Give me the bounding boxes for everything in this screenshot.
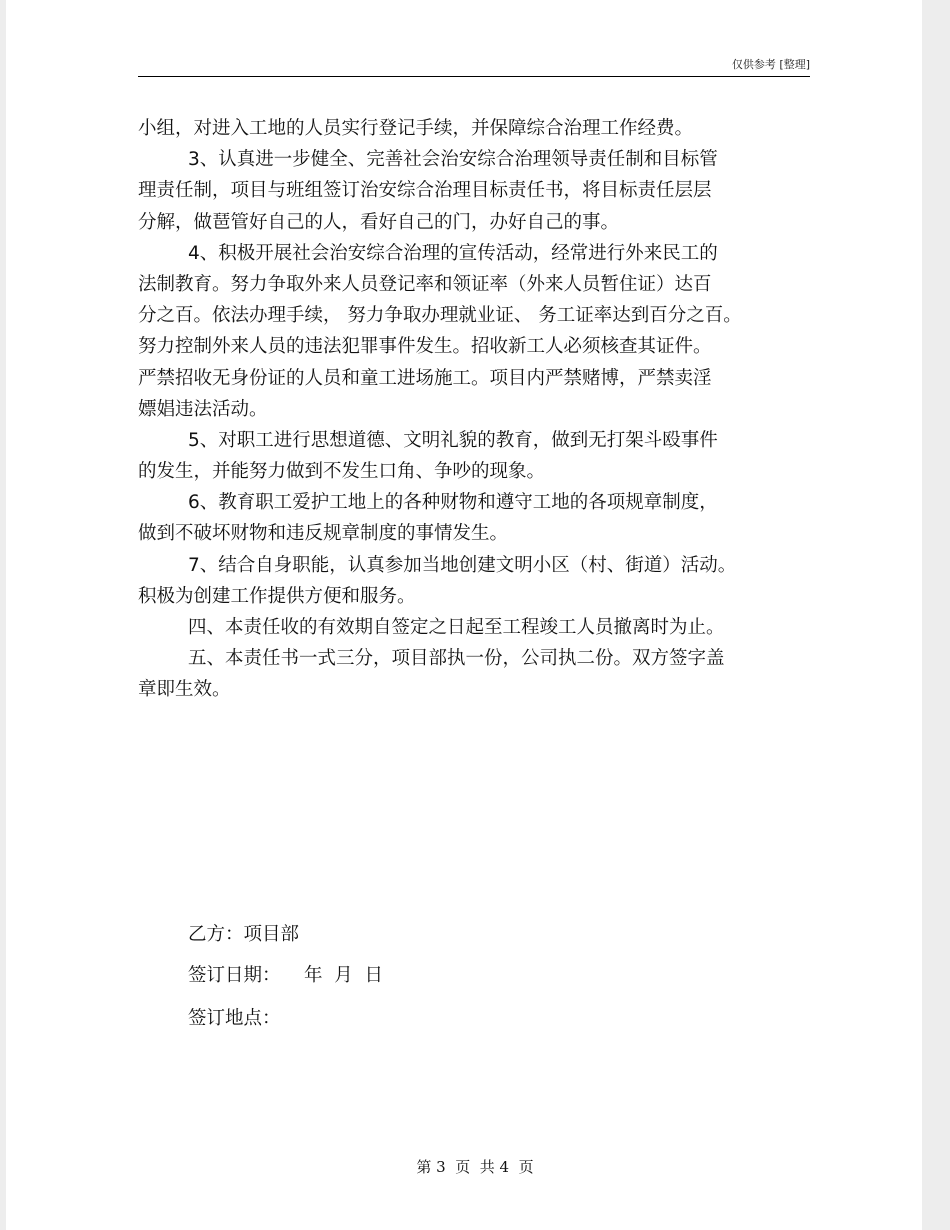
page-margin-right	[922, 0, 950, 1230]
sign-place-label: 签订地点：	[188, 1008, 281, 1029]
body-line: 3、认真进一步健全、完善社会治安综合治理领导责任制和目标管	[188, 149, 718, 171]
body-line: 做到不破坏财物和违反规章制度的事情发生。	[138, 523, 509, 545]
body-line: 五、本责任书一式三分，项目部执一份，公司执二份。双方签字盖	[188, 648, 725, 670]
party-b-label: 乙方：项目部	[188, 924, 300, 945]
body-line: 6、教育职工爱护工地上的各种财物和遵守工地的各项规章制度，	[188, 492, 718, 514]
body-line: 4、积极开展社会治安综合治理的宣传活动，经常进行外来民工的	[188, 242, 718, 264]
body-line: 章即生效。	[138, 679, 231, 701]
body-line: 小组，对进入工地的人员实行登记手续，并保障综合治理工作经费。	[138, 118, 694, 139]
body-line: 严禁招收无身份证的人员和童工进场施工。项目内严禁赌博，严禁卖淫	[138, 367, 712, 389]
body-line: 四、本责任收的有效期自签定之日起至工程竣工人员撤离时为止。	[188, 617, 725, 638]
header-note: 仅供参考 [整理]	[731, 58, 810, 71]
body-line: 分解，做琶管好自己的人，看好自己的门，办好自己的事。	[138, 211, 620, 233]
page-margin-left	[0, 0, 6, 1230]
body-line: 的发生，并能努力做到不发生口角、争吵的现象。	[138, 461, 546, 483]
body-line: 积极为创建工作提供方便和服务。	[138, 585, 416, 607]
body-line: 分之百。依法办理手续， 努力争取办理就业证、 务工证率达到百分之百。	[138, 305, 742, 327]
sign-date-label: 签订日期： 年 月 日	[188, 965, 384, 986]
body-line: 法制教育。努力争取外来人员登记率和领证率（外来人员暂住证）达百	[138, 273, 712, 295]
body-line: 理责任制，项目与班组签订治安综合治理目标责任书，将目标责任层层	[138, 180, 712, 202]
header-divider	[138, 76, 810, 77]
body-line: 7、结合自身职能，认真参加当地创建文明小区（村、街道）活动。	[188, 554, 737, 576]
body-line: 5、对职工进行思想道德、文明礼貌的教育，做到无打架斗殴事件	[188, 429, 718, 451]
document-body	[138, 113, 798, 706]
body-line: 嫖娼违法活动。	[138, 398, 268, 420]
body-line: 努力控制外来人员的违法犯罪事件发生。招收新工人必须核查其证件。	[138, 336, 712, 358]
page-number: 第 3 页 共 4 页	[416, 1158, 534, 1176]
